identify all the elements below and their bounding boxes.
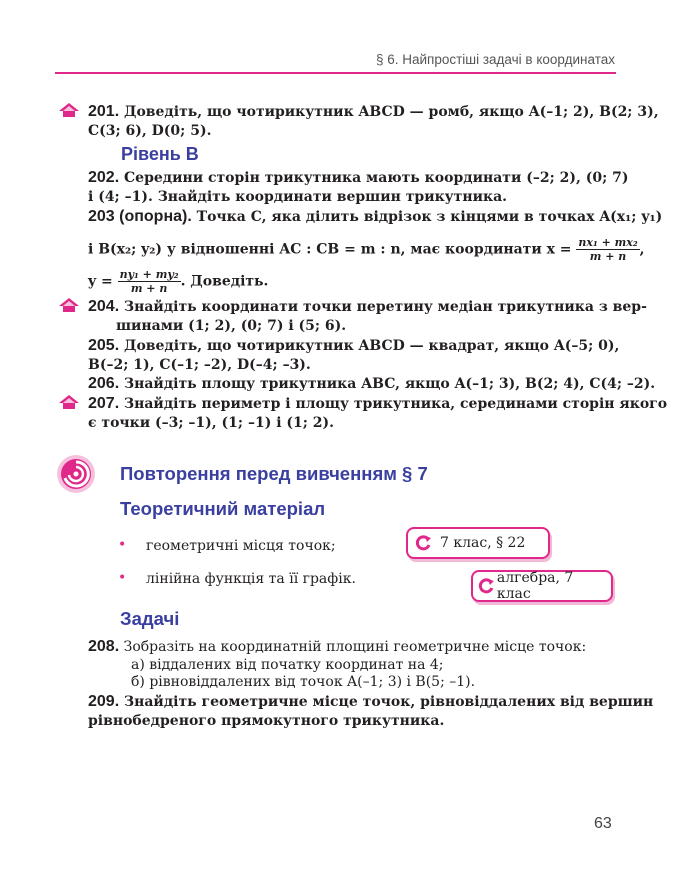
page-number: 63 (594, 815, 612, 832)
problem-204 (88, 298, 647, 316)
bullet-marker: • (118, 537, 127, 553)
problem-208-b: б) рівновіддалених від точок A(–1; 3) і B(5; –1). (131, 674, 476, 690)
header-rule (55, 72, 616, 74)
running-header: § 6. Найпростіші задачі в координатах (375, 52, 615, 67)
theory-item: геометричні місця точок; (146, 538, 336, 554)
theory-heading: Теоретичний матеріал (120, 498, 326, 519)
problem-203 (88, 208, 662, 226)
problem-209 (88, 693, 653, 711)
formula-numerator: ny₁ + my₂ (119, 268, 179, 281)
reference-text: алгебра, 7 клас (496, 570, 574, 602)
problem-209-cont: рівнобедреного прямокутного трикутника. (88, 713, 445, 729)
problem-text: Знайдіть площу трикутника ABC, якщо A(–1; 3), B(2; 4), C(4; –2). (119, 376, 656, 392)
problem-number: 208. (88, 638, 120, 655)
problem-206 (88, 375, 655, 393)
formula-denominator: m + n (589, 250, 627, 263)
problem-number: 207. (88, 395, 120, 412)
problem-208 (88, 638, 586, 656)
problem-text: Точка C, яка ділить відрізок з кінцями в точках A(x₁; y₁) (191, 209, 663, 225)
problem-text: Доведіть, що чотирикутник ABCD — ромб, якщо A(–1; 2), B(2; 3), (119, 104, 659, 120)
problem-text: Доведіть, що чотирикутник ABCD — квадрат, якщо A(–5; 0), (119, 338, 620, 354)
problem-205-cont: B(–2; 1), C(–1; –2), D(–4; –3). (88, 357, 311, 373)
problem-number: 205. (88, 337, 120, 354)
reference-text: 7 клас, § 22 (440, 535, 526, 551)
problem-number: 204. (88, 298, 120, 315)
problem-202 (88, 169, 629, 187)
problem-204-cont: шинами (1; 2), (0; 7) і (5; 6). (116, 318, 347, 334)
problem-203-cont: і B(x₂; y₂) у відношенні AC : CB = m : n, має координати x = $\frac{\text{nx₁ + mx₂}}{m + n}$ , (88, 236, 645, 263)
problem-number: 203 (опорна). (88, 208, 192, 225)
theory-item: лінійна функція та її графік. (146, 571, 356, 587)
cycle-arrow-icon (477, 577, 495, 595)
review-title: Повторення перед вивченням § 7 (120, 463, 428, 484)
problem-207 (88, 395, 667, 413)
problem-203-formula-y (88, 268, 268, 295)
cycle-arrow-icon (414, 534, 432, 552)
problem-number: 202. (88, 169, 120, 186)
problem-202-cont: і (4; –1). Знайдіть координати вершин трикутника. (88, 189, 508, 205)
reference-box-algebra (471, 570, 613, 602)
review-swirl-icon (56, 454, 96, 494)
level-heading: Рівень B (121, 144, 199, 164)
problem-text: Зобразіть на координатній площині геометричне місце точок: (119, 639, 587, 655)
problem-207-cont: є точки (–3; –1), (1; –1) і (1; 2). (88, 415, 335, 431)
formula-x (576, 236, 639, 263)
problem-text: Середини сторін трикутника мають координати (–2; 2), (0; 7) (119, 170, 629, 186)
house-icon (58, 102, 80, 118)
house-icon (58, 297, 80, 313)
problem-text: Знайдіть координати точки перетину медіан трикутника з вер- (119, 299, 647, 315)
problem-text: і B(x₂; y₂) у відношенні AC : CB = m : n, має координати x = (88, 241, 572, 258)
tasks-heading: Задачі (120, 608, 180, 629)
problem-201-cont: C(3; 6), D(0; 5). (88, 123, 212, 139)
formula-y (118, 268, 181, 295)
problem-201 (88, 103, 659, 121)
house-icon (58, 394, 80, 410)
formula-denominator: m + n (130, 282, 168, 295)
problem-text: . Доведіть. (180, 273, 269, 290)
problem-208-a: а) віддалених від початку координат на 4; (131, 657, 444, 673)
problem-number: 209. (88, 693, 120, 710)
bullet-marker: • (118, 570, 127, 586)
problem-number: 201. (88, 103, 120, 120)
reference-box-7class (406, 527, 550, 559)
problem-205 (88, 337, 619, 355)
problem-text: Знайдіть геометричне місце точок, рівновіддалених від вершин (119, 694, 654, 710)
problem-text: Знайдіть периметр і площу трикутника, серединами сторін якого (119, 396, 668, 412)
problem-text: y = (88, 273, 113, 290)
problem-number: 206. (88, 375, 120, 392)
formula-numerator: nx₁ + mx₂ (578, 236, 638, 249)
